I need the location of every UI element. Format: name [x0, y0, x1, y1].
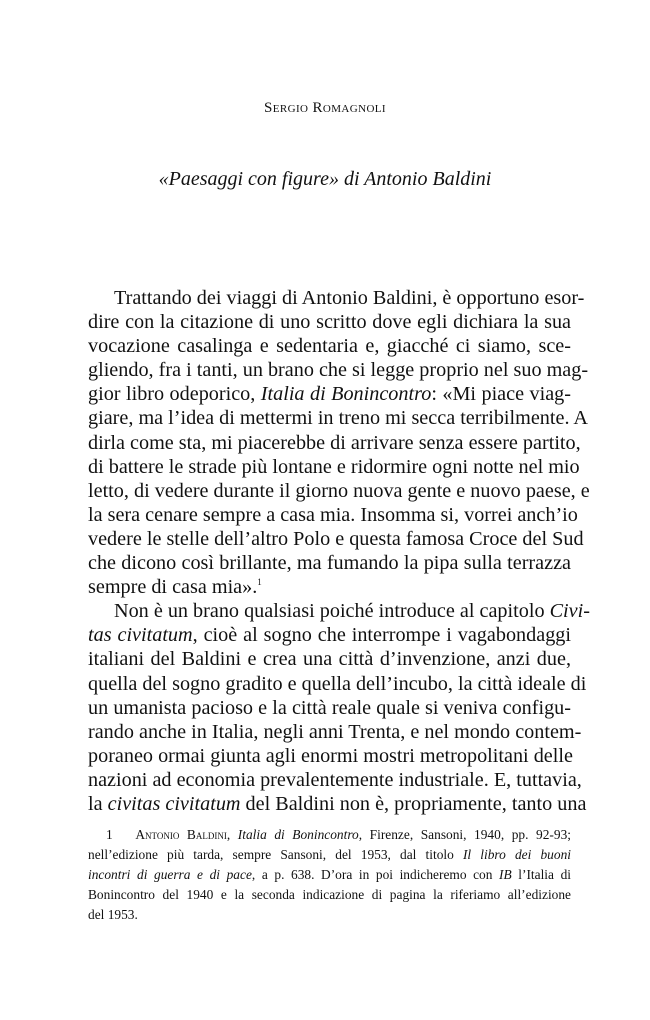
text-line: la civitas civitatum del Baldini non è, propriamente, tanto una	[88, 792, 587, 815]
text-line: la sera cenare sempre a casa mia. Insomma si, vorrei anch’io	[88, 503, 578, 526]
footnote-line: 1 Antonio Baldini, Italia di Bonincontro, Firenze, Sansoni, 1940, pp. 92-93;	[106, 827, 571, 842]
text-line: gliendo, fra i tanti, un brano che si legge proprio nel suo mag-	[88, 359, 589, 382]
article-title: «Paesaggi con figure» di Antonio Baldini	[158, 168, 492, 190]
text-line: tas civitatum, cioè al sogno che interrompe i vagabondaggi	[88, 624, 571, 647]
text-line: vocazione casalinga e sedentaria e, giacché ci siamo, sce-	[88, 335, 571, 358]
footnote-line: nell’edizione più tarda, sempre Sansoni, del 1953, dal titolo Il libro dei buoni	[88, 847, 571, 862]
book-title-italic: Italia di Bonincontro	[260, 383, 432, 406]
footnote-line: del 1953.	[88, 907, 138, 922]
text-line: italiani del Baldini e crea una città d’invenzione, anzi due,	[88, 648, 571, 671]
text-line: letto, di vedere durante il giorno nuova gente e nuovo paese, e	[88, 479, 590, 502]
footnote-number: 1	[106, 827, 113, 842]
footnote-line: incontri di guerra e di pace, a p. 638. D’ora in poi indicheremo con IB l’Italia di	[88, 867, 571, 882]
text-line: giare, ma l’idea di mettermi in treno mi secca terribilmente. A	[88, 407, 589, 430]
footnote	[88, 825, 571, 925]
text-line: nazioni ad economia prevalentemente industriale. E, tuttavia,	[88, 768, 582, 791]
text-line: di battere le strade più lontane e ridormire ogni notte nel mio	[88, 455, 580, 478]
text-line: Trattando dei viaggi di Antonio Baldini, è opportuno esor-	[114, 287, 585, 309]
text-line: dire con la citazione di uno scritto dove egli dichiara la sua	[88, 311, 571, 334]
author-name: Sergio Romagnoli	[264, 100, 386, 116]
text-line: quella del sogno gradito e quella dell’incubo, la città ideale di	[88, 672, 587, 695]
text-line: sempre di casa mia».$^1$	[88, 576, 262, 599]
text-line: dirla come sta, mi piacerebbe di arrivare senza essere partito,	[88, 431, 581, 454]
text-line: poraneo ormai giunta agli enormi mostri metropolitani delle	[88, 744, 573, 767]
text-line: rando anche in Italia, negli anni Trenta, e nel mondo contem-	[88, 720, 582, 743]
text-line: gior libro odeporico, Italia di Bonincontro: «Mi piace viag-	[88, 383, 571, 406]
body-text	[88, 286, 590, 816]
footnote-line: Bonincontro del 1940 e la seconda indicazione di pagina la riferiamo all’edizione	[88, 887, 571, 902]
text-line: che dicono così brillante, ma fumando la pipa sulla terrazza	[88, 552, 571, 575]
text-line: Non è un brano qualsiasi poiché introduce al capitolo Civi-	[114, 600, 590, 623]
text-line: un umanista pacioso e la città reale quale si veniva configu-	[88, 696, 571, 719]
footnote-reference[interactable]: 1	[257, 577, 262, 588]
text-line: vedere le stelle dell’altro Polo e questa famosa Croce del Sud	[88, 527, 584, 550]
